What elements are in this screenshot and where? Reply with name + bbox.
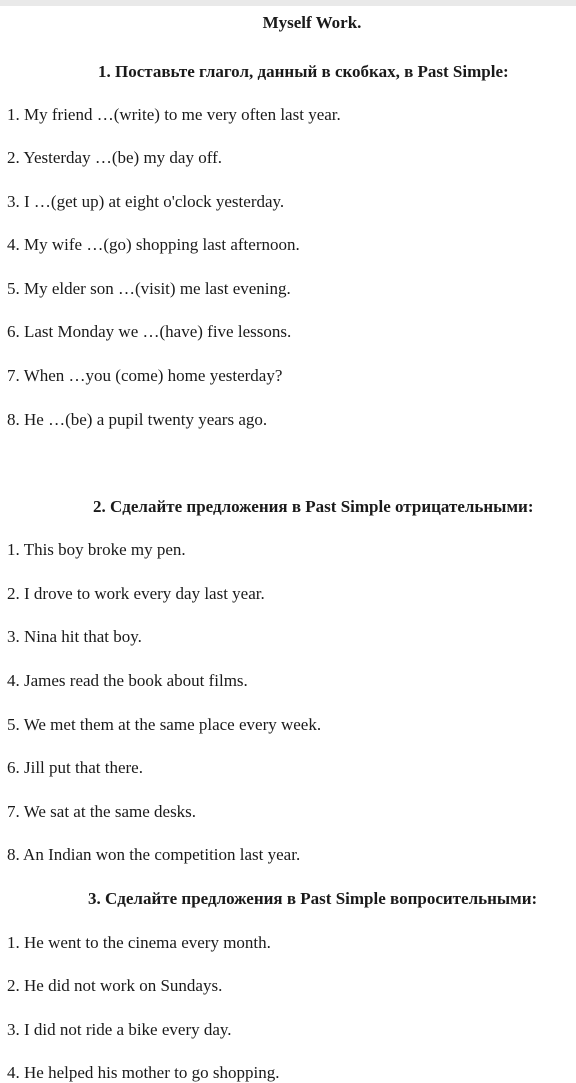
section-3-item-2: 2. He did not work on Sundays. bbox=[7, 976, 223, 995]
top-edge-strip bbox=[0, 0, 576, 6]
page-title: Myself Work. bbox=[262, 13, 362, 32]
section-2-item-6: 6. Jill put that there. bbox=[7, 758, 143, 777]
section-2-item-8: 8. An Indian won the competition last year. bbox=[7, 845, 301, 864]
section-1-item-4: 4. My wife …(go) shopping last afternoon. bbox=[7, 235, 300, 254]
section-1-item-2: 2. Yesterday …(be) my day off. bbox=[7, 148, 222, 167]
section-2-item-3: 3. Nina hit that boy. bbox=[7, 627, 142, 646]
section-1-item-7: 7. When …you (come) home yesterday? bbox=[7, 366, 283, 385]
section-3-heading: 3. Сделайте предложения в Past Simple вопросительными: bbox=[88, 889, 538, 908]
section-1-item-8: 8. He …(be) a pupil twenty years ago. bbox=[7, 410, 268, 429]
section-1-item-1: 1. My friend …(write) to me very often last year. bbox=[7, 105, 341, 124]
section-3-item-4: 4. He helped his mother to go shopping. bbox=[7, 1063, 280, 1082]
section-2-item-5: 5. We met them at the same place every week. bbox=[7, 715, 322, 734]
section-3-item-3: 3. I did not ride a bike every day. bbox=[7, 1020, 232, 1039]
section-2-item-1: 1. This boy broke my pen. bbox=[7, 540, 186, 559]
section-2-item-7: 7. We sat at the same desks. bbox=[7, 802, 197, 821]
section-2-item-2: 2. I drove to work every day last year. bbox=[7, 584, 265, 603]
section-2-heading: 2. Сделайте предложения в Past Simple отрицательными: bbox=[93, 497, 534, 516]
section-3-item-1: 1. He went to the cinema every month. bbox=[7, 933, 271, 952]
section-2-item-4: 4. James read the book about films. bbox=[7, 671, 248, 690]
section-1-heading: 1. Поставьте глагол, данный в скобках, в Past Simple: bbox=[98, 62, 509, 81]
section-1-item-6: 6. Last Monday we …(have) five lessons. bbox=[7, 322, 292, 341]
section-1-item-5: 5. My elder son …(visit) me last evening. bbox=[7, 279, 291, 298]
section-1-item-3: 3. I …(get up) at eight o'clock yesterday. bbox=[7, 192, 285, 211]
